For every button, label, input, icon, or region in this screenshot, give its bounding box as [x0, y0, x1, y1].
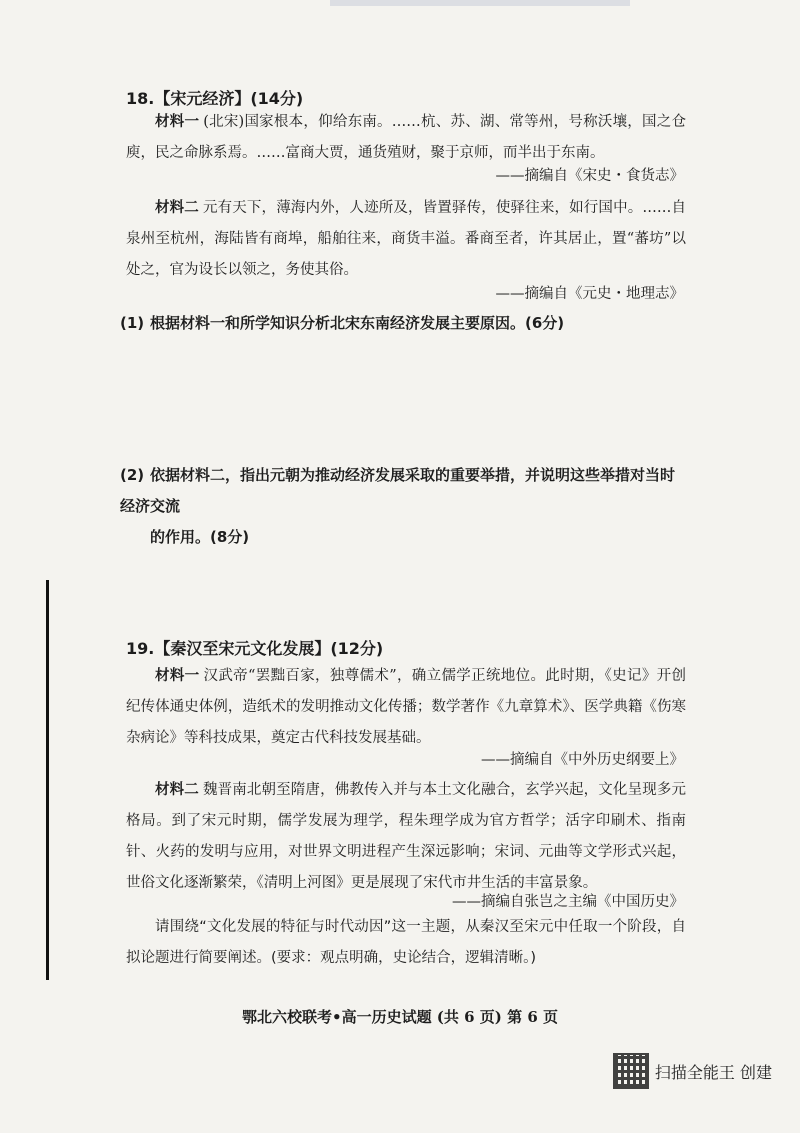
- q19-material-1-label: 材料一: [155, 667, 200, 684]
- q19-material-1: [126, 660, 686, 754]
- q18-material-1: [126, 106, 686, 169]
- scanner-watermark: [613, 1053, 772, 1089]
- page-footer: 鄂北六校联考•高一历史试题 (共 6 页) 第 6 页: [242, 1008, 558, 1026]
- q18-material-1-source: ——摘编自《宋史・食货志》: [495, 168, 684, 184]
- q18-material-2-source: ——摘编自《元史・地理志》: [495, 286, 684, 302]
- q19-prompt: 请围绕“文化发展的特征与时代动因”这一主题，从秦汉至宋元中任取一个阶段，自拟论题进行简要阐述。(要求：观点明确，史论结合，逻辑清晰。): [126, 919, 686, 966]
- scanner-watermark-text: 扫描全能王 创建: [654, 1062, 772, 1082]
- q18-material-1-text: (北宋)国家根本，仰给东南。……杭、苏、湖、常等州，号称沃壤，国之仓庾，民之命脉系焉。……富商大贾，通货殖财，聚于京师，而半出于东南。: [126, 114, 687, 161]
- q19-title: 19.【秦汉至宋元文化发展】(12分): [126, 639, 384, 658]
- scan-margin-line: [46, 580, 49, 980]
- q18-sub2-text-a: 依据材料二，指出元朝为推动经济发展采取的重要举措，并说明这些举措对当时经济交流: [120, 466, 676, 515]
- q19-material-2-source: ——摘编自张岂之主编《中国历史》: [452, 894, 684, 910]
- scan-edge-mark: [330, 0, 630, 6]
- q19-material-2-label: 材料二: [155, 781, 199, 798]
- q18-sub1-number: (1): [120, 314, 145, 332]
- q18-material-1-label: 材料一: [155, 113, 200, 130]
- q18-material-2: [126, 192, 686, 286]
- qr-code-icon: [613, 1053, 649, 1089]
- q18-material-2-label: 材料二: [155, 199, 199, 216]
- q18-subquestion-2: [120, 460, 680, 553]
- q19-material-1-source: ——摘编自《中外历史纲要上》: [481, 752, 684, 768]
- q19-material-2: [126, 774, 686, 899]
- q19-material-2-text: 魏晋南北朝至隋唐，佛教传入并与本土文化融合，玄学兴起，文化呈现多元格局。到了宋元时期，儒学发展为理学，程朱理学成为官方哲学；活字印刷术、指南针、火药的发明与应用，对世界文明进程产生深远影响；宋词、元曲等文学形式兴起，世俗文化逐渐繁荣，《清明上河图》更是展现了宋代市井生活的丰富景象。: [126, 782, 687, 891]
- q19-material-1-text: 汉武帝“罢黜百家，独尊儒术”，确立儒学正统地位。此时期，《史记》开创纪传体通史体例，造纸术的发明推动文化传播；数学著作《九章算术》、医学典籍《伤寒杂病论》等科技成果，奠定古代科技发展基础。: [126, 668, 687, 746]
- q18-material-2-text: 元有天下，薄海内外，人迹所及，皆置驿传，使驿往来，如行国中。……自泉州至杭州，海陆皆有商埠，船舶往来，商货丰溢。番商至者，许其居止，置“蕃坊”以处之，官为设长以领之，务使其俗。: [126, 200, 687, 278]
- q18-sub2-text-b: 的作用。(8分): [150, 528, 250, 546]
- q18-subquestion-1: [120, 308, 680, 339]
- q18-title: 18.【宋元经济】(14分): [126, 89, 304, 108]
- q18-sub2-number: (2): [120, 466, 145, 484]
- q18-sub1-text: 根据材料一和所学知识分析北宋东南经济发展主要原因。(6分): [150, 314, 565, 332]
